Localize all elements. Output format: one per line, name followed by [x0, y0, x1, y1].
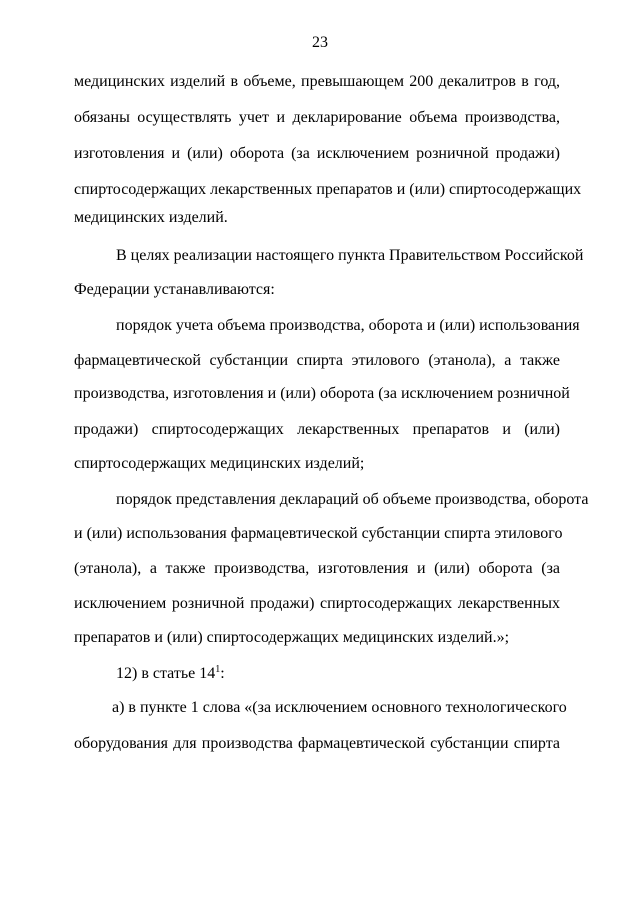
text-line-17: препаратов и (или) спиртосодержащих медицинских изделий.»;: [74, 629, 510, 646]
text-line-8: порядок учета объема производства, оборота и (или) использования: [116, 317, 580, 334]
text-line-1: медицинских изделий в объеме, превышающем 200 декалитров в год,: [74, 73, 560, 90]
text-line-9: фармацевтической субстанции спирта этилового (этанола), а также: [74, 352, 560, 369]
text-line-18: [116, 664, 560, 684]
text-line-3: изготовления и (или) оборота (за исключением розничной продажи): [74, 145, 560, 162]
text-line-14: и (или) использования фармацевтической субстанции спирта этилового: [74, 525, 563, 542]
text-line-5: медицинских изделий.: [74, 209, 228, 226]
text-line-19: а) в пункте 1 слова «(за исключением основного технологического: [112, 699, 567, 716]
article-superscript: 1: [215, 664, 221, 675]
text-line-6: В целях реализации настоящего пункта Правительством Российской: [116, 247, 584, 264]
text-line-2: обязаны осуществлять учет и декларирование объема производства,: [74, 109, 560, 126]
text-line-11: продажи) спиртосодержащих лекарственных препаратов и (или): [74, 421, 560, 438]
page-number: 23: [312, 34, 328, 51]
text-line-12: спиртосодержащих медицинских изделий;: [74, 455, 365, 472]
text-line-13: порядок представления деклараций об объеме производства, оборота: [116, 491, 589, 508]
text-line-20: оборудования для производства фармацевтической субстанции спирта: [74, 735, 560, 752]
text-line-7: Федерации устанавливаются:: [74, 281, 275, 298]
text-line-15: (этанола), а также производства, изготовления и (или) оборота (за: [74, 560, 560, 577]
article-colon: :: [220, 665, 225, 682]
text-line-16: исключением розничной продажи) спиртосодержащих лекарственных: [74, 595, 560, 612]
text-line-4: спиртосодержащих лекарственных препаратов и (или) спиртосодержащих: [74, 181, 582, 198]
text-line-10: производства, изготовления и (или) оборота (за исключением розничной: [74, 385, 570, 402]
article-reference: 12) в статье 14: [116, 665, 216, 682]
